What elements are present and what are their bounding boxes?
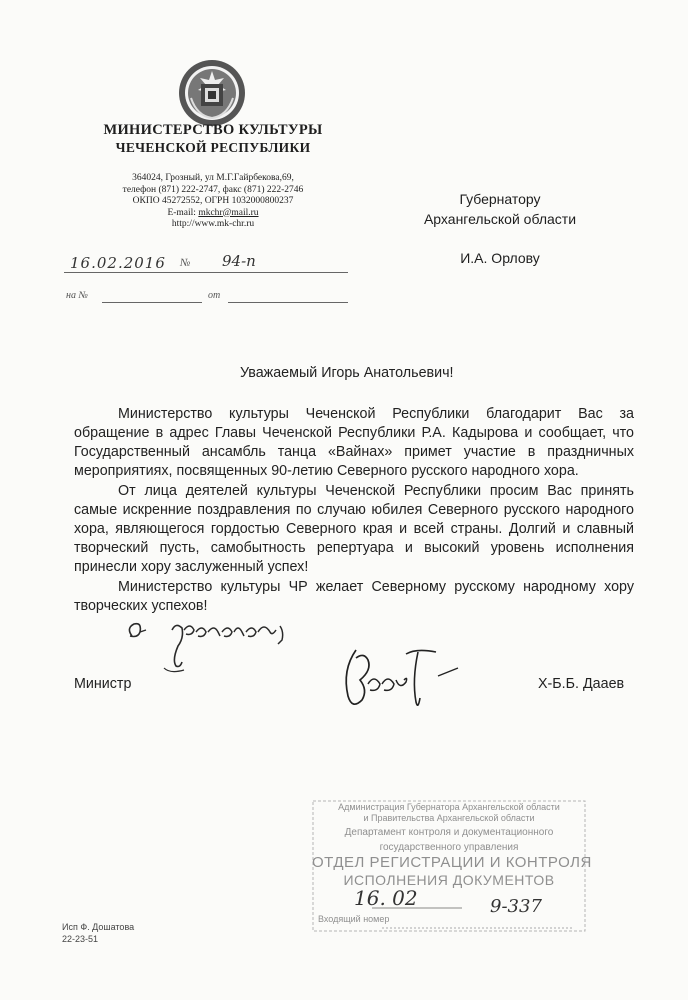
outgoing-date: 16.02.2016 [70,254,166,272]
email-link[interactable]: mkchr@mail.ru [198,207,259,218]
salutation: Уважаемый Игорь Анатольевич! [240,365,454,381]
ministry-name-line2: ЧЕЧЕНСКОЙ РЕСПУБЛИКИ [115,140,311,155]
reference-number-underline [102,302,202,303]
phone-fax: телефон (871) 222-2747, факс (871) 222-2746 [122,184,304,195]
handwritten-signature [338,640,478,715]
paragraph-3-text: Министерство культуры ЧР желает Северному русскому народному хору творческих успехов! [74,579,634,614]
recipient-region: Архангельской области [423,211,577,227]
outgoing-number: 94-п [222,252,256,270]
stamp-line-4: государственного управления [379,842,519,853]
ministry-name-line1: МИНИСТЕРСТВО КУЛЬТУРЫ [103,122,323,138]
signer-name: Х-Б.Б. Даaев [538,676,625,692]
stamp-line-3: Департамент контроля и документационного [344,827,554,838]
signer-position: Министр [74,676,132,692]
recipient-name: И.А. Орлову [460,250,540,266]
stamp-incoming-date: 16. 02 [354,886,418,910]
coat-of-arms-emblem [177,58,247,128]
stamp-line-1: Администрация Губернатора Архангельской области [338,802,560,812]
executor-phone: 22-23-51 [62,934,99,944]
executor-name: Исп Ф. Дошатова [62,922,135,932]
postal-address: 364024, Грозный, ул М.Г.Гайрбекова,69, [132,173,294,183]
website-link[interactable]: http://www.mk-chr.ru [171,219,255,229]
paragraph-2 [74,482,634,577]
outgoing-number-label: № [180,257,191,269]
recipient-title: Губернатору [459,191,541,207]
reference-date-underline [228,302,348,303]
paragraph-1-text: Министерство культуры Чеченской Республики благодарит Вас за обращение в адрес Главы Чеченской Республики Р.А. Кадырова и сообщает, что Государственный ансамбль танца «Вайнах» примет участие в праздничных мероприятиях, посвященных 90-летию Северного русского народного хора. [74,406,634,479]
stamp-incoming-label: Входящий номер [318,914,390,924]
stamp-incoming-number: 9-337 [490,896,542,917]
stamp-line-5: ОТДЕЛ РЕГИСТРАЦИИ И КОНТРОЛЯ [312,854,592,871]
contact-block [88,173,338,231]
registry-codes: ОКПО 45272552, ОГРН 1032000800237 [132,196,294,206]
reference-number-label: на № [66,290,88,301]
paragraph-1 [74,405,634,481]
paragraph-3 [74,578,634,616]
outgoing-underline [64,272,348,273]
email-label: E-mail: [167,207,199,218]
stamp-line-2: и Правительства Архангельской области [363,813,535,823]
paragraph-2-text: От лица деятелей культуры Чеченской Республики просим Вас принять самые искренние поздравления по случаю юбилея Северного русского народного хора, являющегося гордостью Северного края и всей страны. Долгий и славный творческий пусть, самобытность репертуара и высокий уровень исполнения принесли хору заслуженный успех! [74,483,634,575]
reference-from-label: от [208,290,221,301]
incoming-registration-stamp [312,800,592,932]
email-row [88,208,338,220]
handwritten-closing [124,618,324,678]
stamp-line-6: ИСПОЛНЕНИЯ ДОКУМЕНТОВ [343,872,555,888]
